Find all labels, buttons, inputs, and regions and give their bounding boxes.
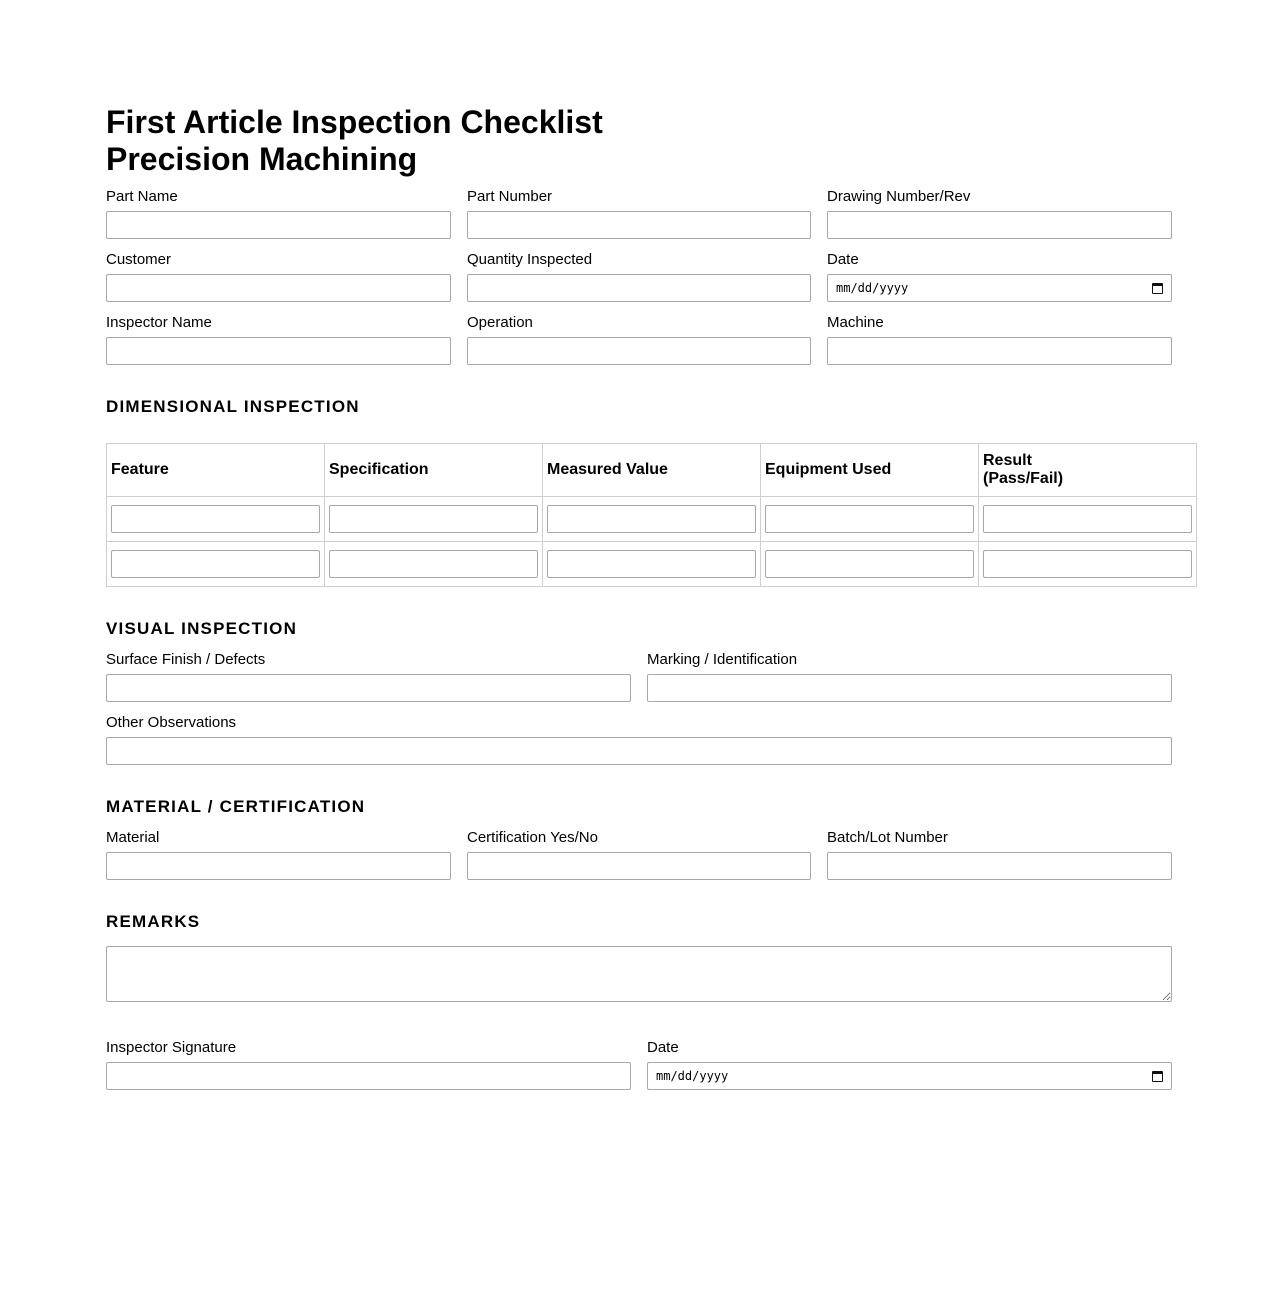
table-cell bbox=[761, 497, 979, 542]
part-name-input[interactable] bbox=[106, 211, 451, 239]
certification-label: Certification Yes/No bbox=[467, 829, 598, 846]
visual-section-title: VISUAL INSPECTION bbox=[106, 619, 298, 638]
specification-input[interactable] bbox=[329, 505, 538, 533]
remarks-textarea[interactable] bbox=[106, 946, 1172, 1002]
signoff-date-field bbox=[647, 1039, 1172, 1090]
equipment-used-input[interactable] bbox=[765, 505, 974, 533]
specification-input[interactable] bbox=[329, 550, 538, 578]
part-number-input[interactable] bbox=[467, 211, 811, 239]
certification-input[interactable] bbox=[467, 852, 811, 880]
material-grid bbox=[106, 829, 1172, 880]
date-placeholder: mm/dd/yyyy bbox=[836, 281, 909, 295]
customer-field bbox=[106, 251, 451, 302]
quantity-inspected-field bbox=[467, 251, 811, 302]
inspector-signature-field bbox=[106, 1039, 631, 1090]
table-cell bbox=[107, 497, 325, 542]
signoff-date-label: Date bbox=[647, 1039, 679, 1056]
col-header-equipment-used: Equipment Used bbox=[761, 444, 979, 497]
table-cell bbox=[325, 497, 543, 542]
table-cell bbox=[107, 542, 325, 587]
title-line-1: First Article Inspection Checklist bbox=[106, 104, 603, 140]
certification-field bbox=[467, 829, 811, 880]
marking-input[interactable] bbox=[647, 674, 1172, 702]
date-field bbox=[827, 251, 1172, 302]
other-observations-input[interactable] bbox=[106, 737, 1172, 765]
surface-finish-input[interactable] bbox=[106, 674, 631, 702]
other-observations-label: Other Observations bbox=[106, 714, 237, 731]
inspection-form bbox=[106, 104, 1198, 1090]
title-line-2: Precision Machining bbox=[106, 141, 418, 177]
inspector-name-field bbox=[106, 314, 451, 365]
operation-field bbox=[467, 314, 811, 365]
customer-label: Customer bbox=[106, 251, 172, 268]
drawing-number-input[interactable] bbox=[827, 211, 1172, 239]
material-field bbox=[106, 829, 451, 880]
operation-input[interactable] bbox=[467, 337, 811, 365]
dimensional-table bbox=[106, 443, 1197, 587]
material-input[interactable] bbox=[106, 852, 451, 880]
machine-field bbox=[827, 314, 1172, 365]
col-header-specification: Specification bbox=[325, 444, 543, 497]
visual-grid bbox=[106, 651, 1172, 765]
machine-input[interactable] bbox=[827, 337, 1172, 365]
calendar-icon[interactable] bbox=[1152, 1071, 1163, 1082]
quantity-inspected-label: Quantity Inspected bbox=[467, 251, 593, 268]
equipment-used-input[interactable] bbox=[765, 550, 974, 578]
page-title bbox=[106, 104, 666, 178]
dimensional-section-title: DIMENSIONAL INSPECTION bbox=[106, 397, 360, 416]
marking-label: Marking / Identification bbox=[647, 651, 798, 668]
inspector-signature-label: Inspector Signature bbox=[106, 1039, 237, 1056]
date-placeholder: mm/dd/yyyy bbox=[656, 1069, 729, 1083]
inspector-name-label: Inspector Name bbox=[106, 314, 212, 331]
drawing-number-field bbox=[827, 188, 1172, 239]
inspector-signature-input[interactable] bbox=[106, 1062, 631, 1090]
part-name-label: Part Name bbox=[106, 188, 178, 205]
material-section-title: MATERIAL / CERTIFICATION bbox=[106, 797, 366, 816]
table-row bbox=[107, 497, 1197, 542]
signoff-grid bbox=[106, 1039, 1172, 1090]
surface-finish-field bbox=[106, 651, 631, 702]
col-header-feature: Feature bbox=[107, 444, 325, 497]
part-name-field bbox=[106, 188, 451, 239]
other-observations-field bbox=[106, 714, 1172, 765]
result-input[interactable] bbox=[983, 550, 1192, 578]
remarks-section-title: REMARKS bbox=[106, 912, 201, 931]
part-number-field bbox=[467, 188, 811, 239]
feature-input[interactable] bbox=[111, 550, 320, 578]
table-cell bbox=[543, 497, 761, 542]
batch-lot-label: Batch/Lot Number bbox=[827, 829, 948, 846]
drawing-number-label: Drawing Number/Rev bbox=[827, 188, 971, 205]
table-cell bbox=[979, 542, 1197, 587]
signoff-date-input[interactable] bbox=[647, 1062, 1172, 1090]
measured-value-input[interactable] bbox=[547, 505, 756, 533]
general-info-grid bbox=[106, 188, 1172, 365]
table-header-row bbox=[107, 444, 1197, 497]
col-header-measured-value: Measured Value bbox=[543, 444, 761, 497]
table-cell bbox=[761, 542, 979, 587]
date-input[interactable] bbox=[827, 274, 1172, 302]
marking-field bbox=[647, 651, 1172, 702]
inspector-name-input[interactable] bbox=[106, 337, 451, 365]
machine-label: Machine bbox=[827, 314, 884, 331]
surface-finish-label: Surface Finish / Defects bbox=[106, 651, 266, 668]
table-cell bbox=[979, 497, 1197, 542]
measured-value-input[interactable] bbox=[547, 550, 756, 578]
result-input[interactable] bbox=[983, 505, 1192, 533]
calendar-icon[interactable] bbox=[1152, 283, 1163, 294]
customer-input[interactable] bbox=[106, 274, 451, 302]
col-header-result: Result (Pass/Fail) bbox=[979, 444, 1197, 497]
date-label: Date bbox=[827, 251, 859, 268]
table-cell bbox=[325, 542, 543, 587]
batch-lot-input[interactable] bbox=[827, 852, 1172, 880]
operation-label: Operation bbox=[467, 314, 533, 331]
table-row bbox=[107, 542, 1197, 587]
quantity-inspected-input[interactable] bbox=[467, 274, 811, 302]
part-number-label: Part Number bbox=[467, 188, 553, 205]
table-cell bbox=[543, 542, 761, 587]
batch-lot-field bbox=[827, 829, 1172, 880]
material-label: Material bbox=[106, 829, 160, 846]
feature-input[interactable] bbox=[111, 505, 320, 533]
